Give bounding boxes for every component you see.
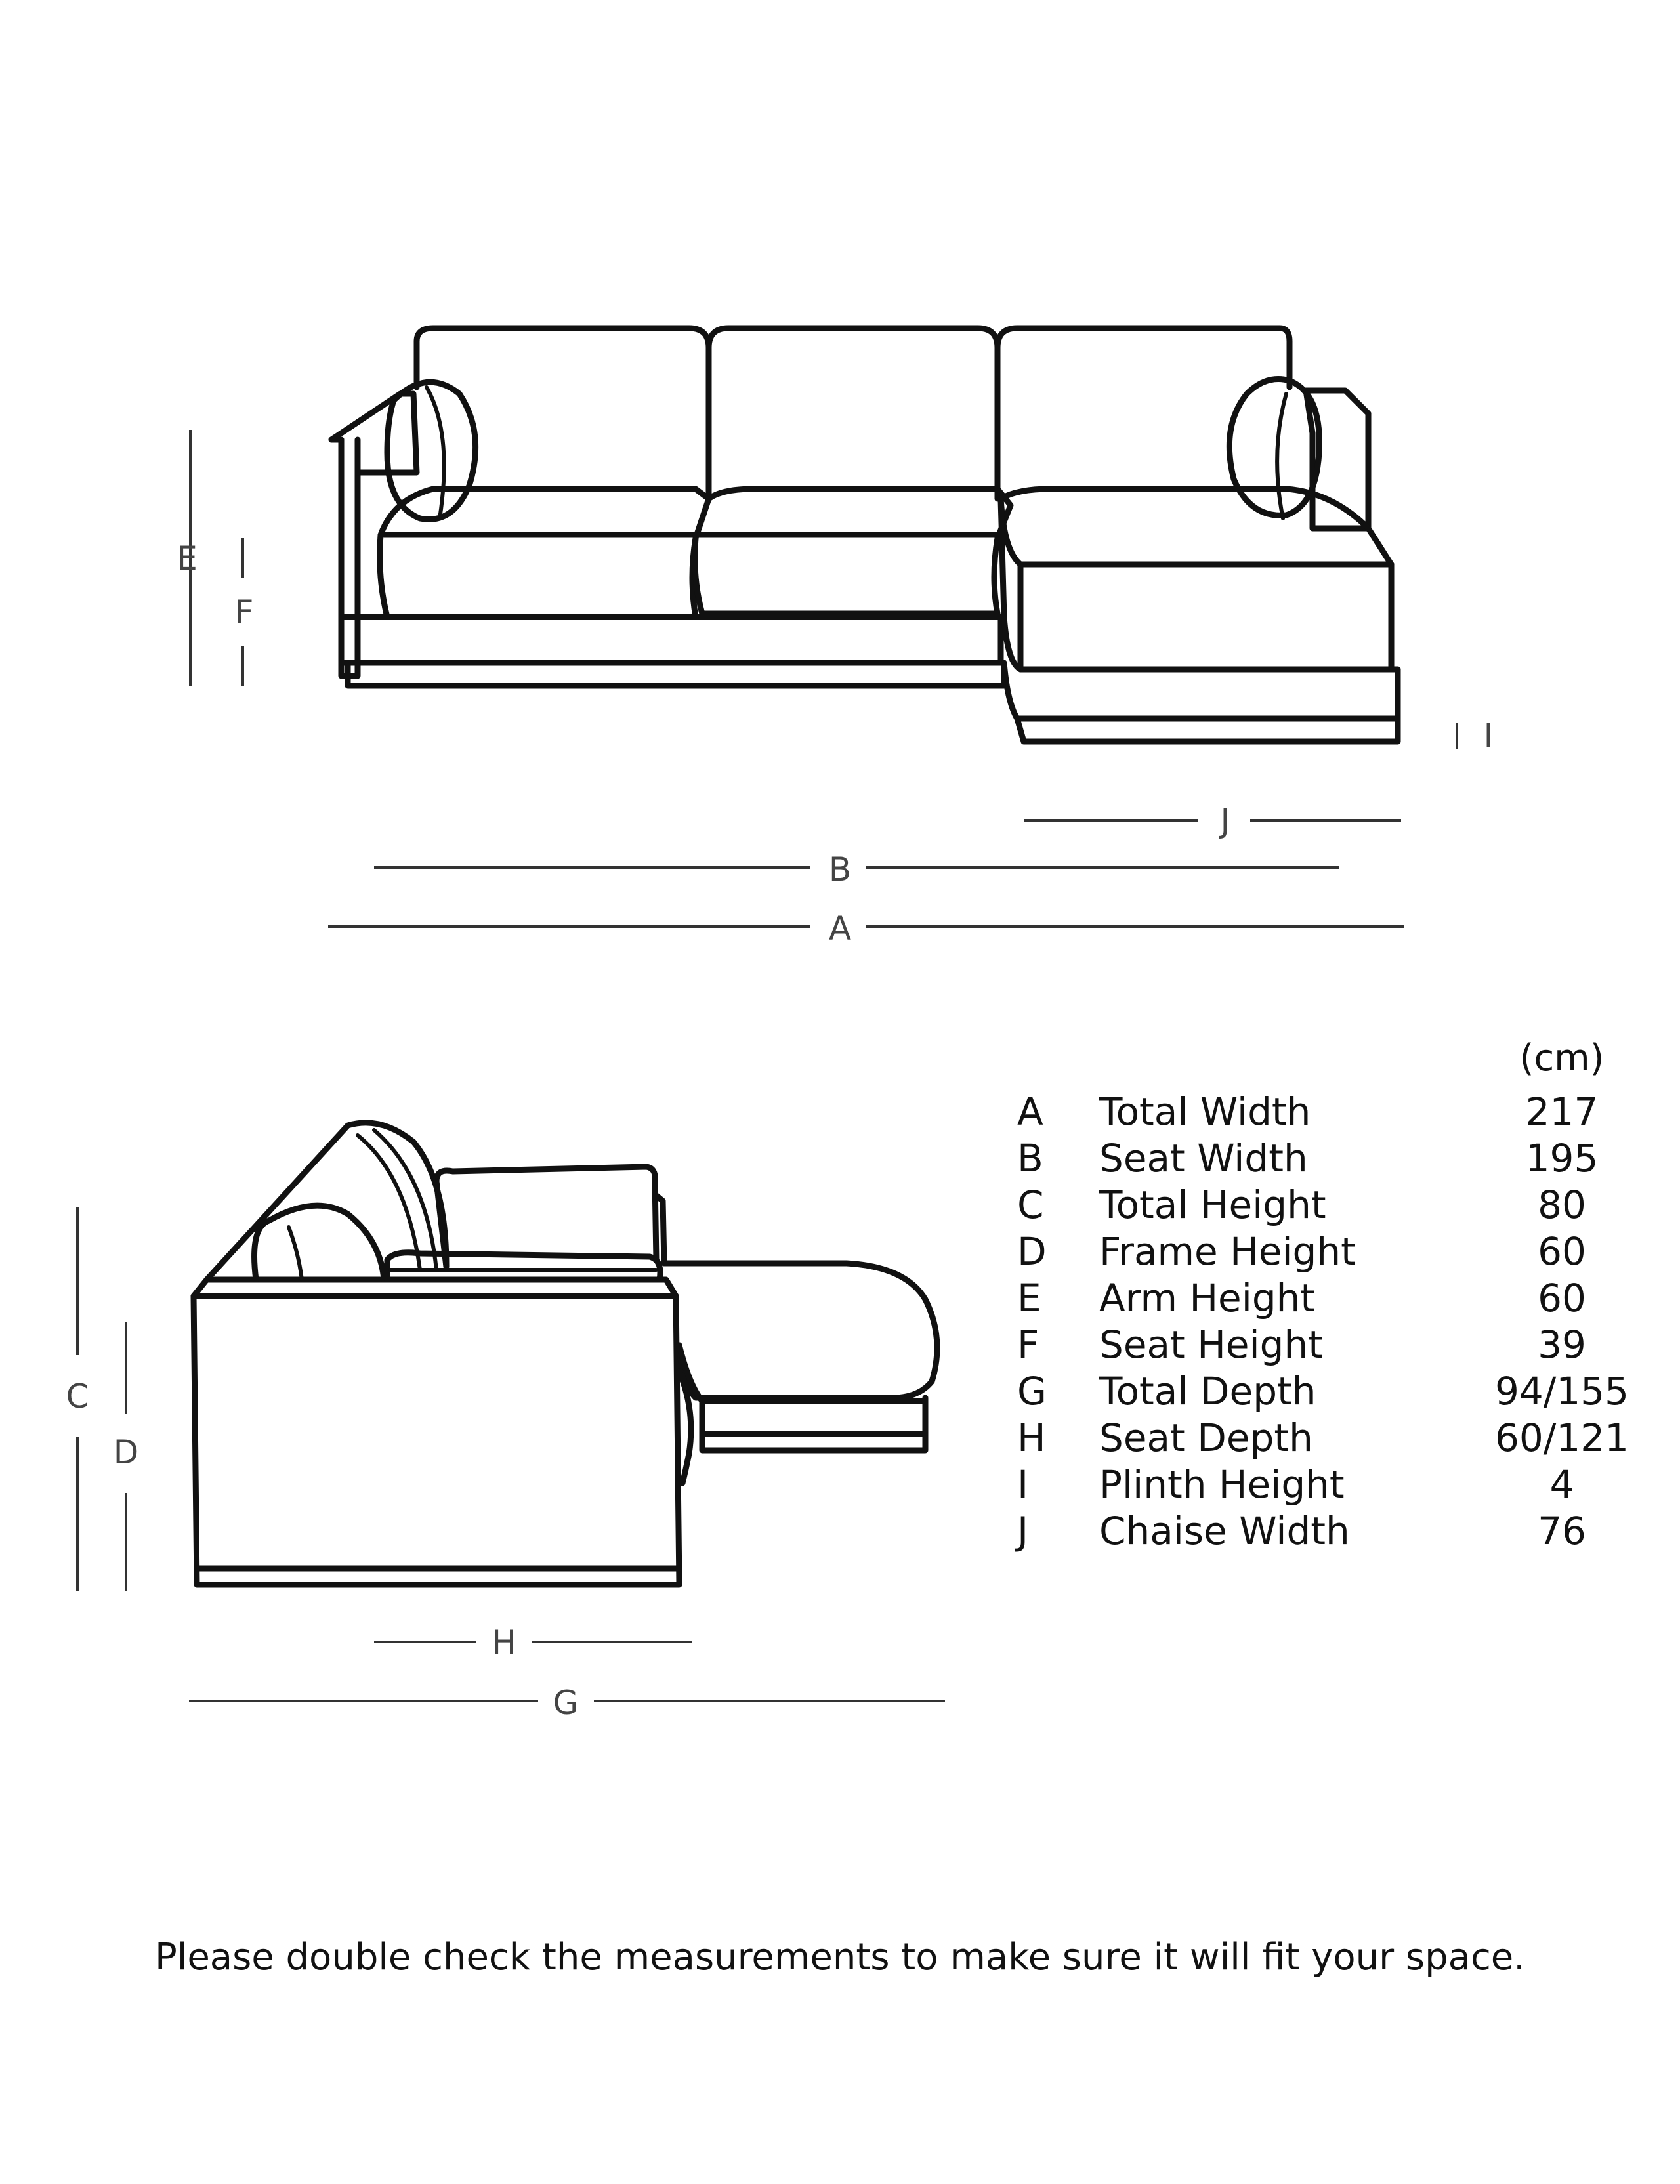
- dim-label-j: J: [1220, 802, 1230, 840]
- table-row: [1017, 1416, 1628, 1461]
- row-value: 76: [1538, 1509, 1586, 1553]
- row-label: Arm Height: [1099, 1276, 1316, 1320]
- dim-label-e: E: [177, 539, 198, 578]
- row-label: Seat Depth: [1099, 1416, 1313, 1460]
- row-letter: G: [1017, 1369, 1047, 1414]
- dim-label-b: B: [828, 850, 852, 889]
- row-label: Total Width: [1099, 1089, 1311, 1134]
- row-value: 60/121: [1494, 1416, 1629, 1460]
- dim-label-a: A: [828, 910, 852, 948]
- row-letter: D: [1017, 1229, 1047, 1274]
- row-label: Total Depth: [1099, 1369, 1316, 1414]
- row-letter: J: [1017, 1509, 1029, 1553]
- dim-label-g: G: [553, 1684, 579, 1722]
- dim-label-i: I: [1483, 717, 1494, 755]
- fit-note: Please double check the measurements to make sure it will fit your space.: [154, 1936, 1526, 1979]
- sofa-side-illustration: [194, 1123, 937, 1585]
- row-letter: H: [1017, 1416, 1046, 1460]
- row-letter: E: [1017, 1276, 1041, 1320]
- dim-label-d: D: [113, 1433, 139, 1471]
- row-label: Chaise Width: [1099, 1509, 1350, 1553]
- row-value: 217: [1525, 1089, 1599, 1134]
- dim-label-f: F: [234, 593, 254, 631]
- row-value: 94/155: [1494, 1369, 1629, 1414]
- row-value: 195: [1525, 1136, 1599, 1181]
- row-value: 80: [1538, 1183, 1586, 1227]
- table-row: [1017, 1322, 1628, 1368]
- table-row: [1017, 1136, 1628, 1182]
- table-row: [1017, 1369, 1628, 1415]
- table-row: [1017, 1229, 1628, 1275]
- table-row: [1017, 1183, 1628, 1228]
- table-row: [1017, 1276, 1628, 1322]
- row-letter: B: [1017, 1136, 1043, 1181]
- row-value: 60: [1538, 1276, 1586, 1320]
- row-letter: A: [1017, 1089, 1043, 1134]
- row-letter: F: [1017, 1322, 1040, 1367]
- dim-label-h: H: [492, 1624, 516, 1662]
- table-row: [1017, 1509, 1628, 1555]
- row-value: 39: [1538, 1322, 1586, 1367]
- row-label: Seat Width: [1099, 1136, 1308, 1181]
- sofa-front-illustration: [331, 328, 1398, 742]
- table-row: [1017, 1089, 1628, 1135]
- dim-label-c: C: [66, 1377, 89, 1416]
- table-row: [1017, 1462, 1628, 1508]
- row-label: Frame Height: [1099, 1229, 1356, 1274]
- row-value: 60: [1538, 1229, 1586, 1274]
- unit-label: (cm): [1519, 1037, 1605, 1080]
- row-value: 4: [1549, 1462, 1574, 1507]
- row-label: Plinth Height: [1099, 1462, 1345, 1507]
- row-letter: C: [1017, 1183, 1044, 1227]
- row-label: Total Height: [1099, 1183, 1326, 1227]
- row-letter: I: [1017, 1462, 1029, 1507]
- row-label: Seat Height: [1099, 1322, 1323, 1367]
